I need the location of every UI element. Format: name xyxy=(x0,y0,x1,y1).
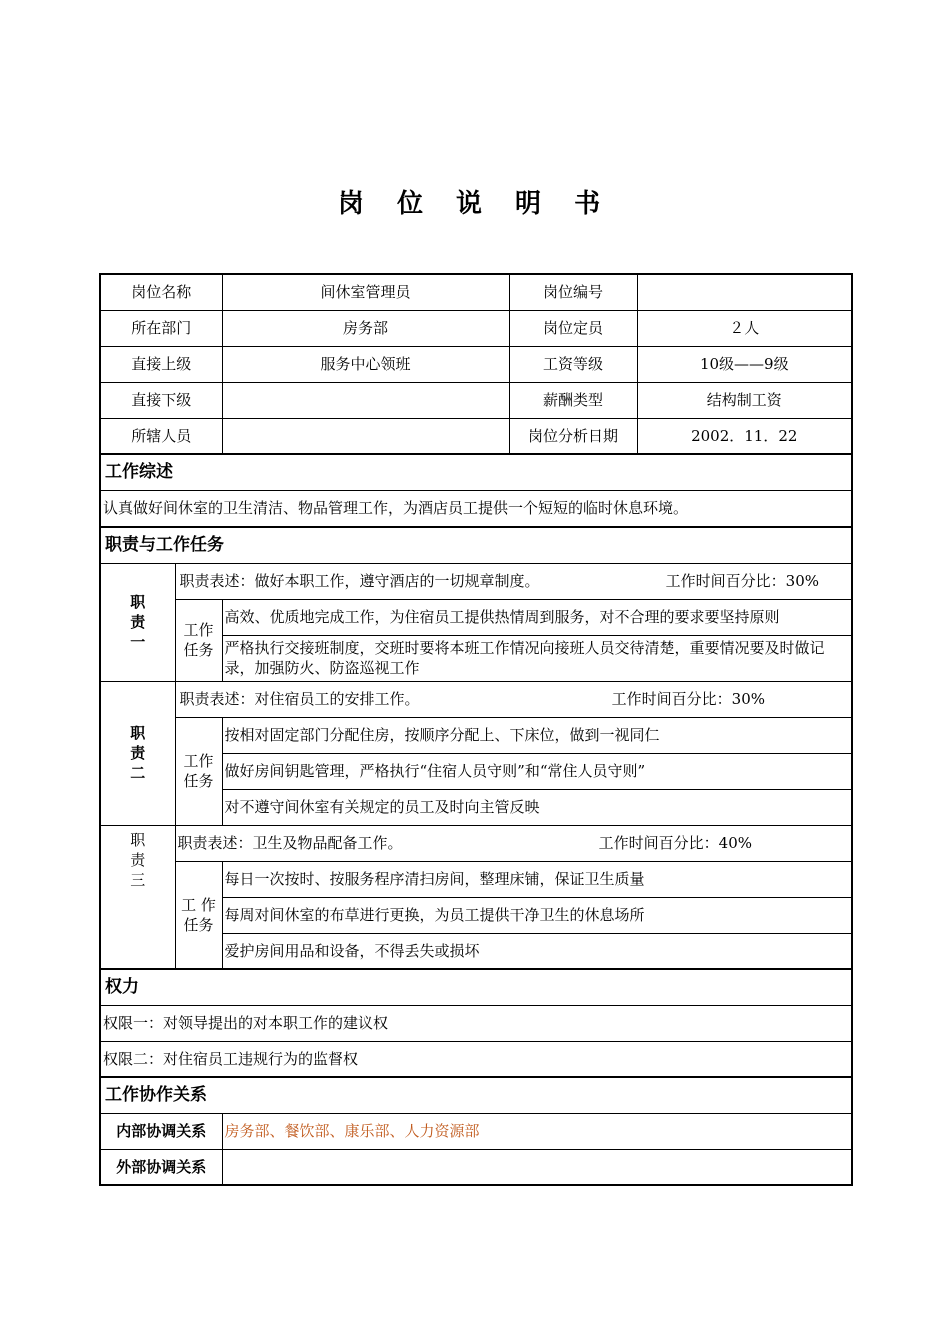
relations-heading: 工作协作关系 xyxy=(100,1077,852,1113)
position-code-label: 岗位编号 xyxy=(509,274,637,310)
summary-heading: 工作综述 xyxy=(100,454,852,490)
authority-row xyxy=(100,1005,852,1041)
external-relations-value xyxy=(222,1149,852,1185)
position-code-value xyxy=(637,274,852,310)
department-value: 房务部 xyxy=(222,310,509,346)
duty-1-label: 职责一 xyxy=(100,563,175,681)
row-position-name xyxy=(100,274,852,310)
duty-2-task-label: 工作任务 xyxy=(175,717,222,825)
duty-3-task-3: 爱护房间用品和设备，不得丢失或损坏 xyxy=(222,933,852,969)
duty-2-statement-text: 职责表述：对住宿员工的安排工作。 xyxy=(179,690,420,708)
duty-3-task-2: 每周对间休室的布草进行更换，为员工提供干净卫生的休息场所 xyxy=(222,897,852,933)
duty-1-statement-text: 职责表述：做好本职工作，遵守酒店的一切规章制度。 xyxy=(179,572,540,590)
duty-3-statement xyxy=(175,825,852,861)
duty-3-task-row xyxy=(100,861,852,897)
authority-heading-row xyxy=(100,969,852,1005)
external-relations-label: 外部协调关系 xyxy=(100,1149,222,1185)
row-superior xyxy=(100,346,852,382)
duty-1-task-2: 严格执行交接班制度，交班时要将本班工作情况向接班人员交待清楚，重要情况要及时做记录，加强防火、防盗巡视工作 xyxy=(222,635,852,681)
analysis-date-label: 岗位分析日期 xyxy=(509,418,637,454)
duty-2-task-3: 对不遵守间休室有关规定的员工及时向主管反映 xyxy=(222,789,852,825)
superior-label: 直接上级 xyxy=(100,346,222,382)
page-title: 岗 位 说 明 书 xyxy=(337,189,613,219)
duty-3-task-label: 工 作任务 xyxy=(175,861,222,969)
duty-1-task-row xyxy=(100,599,852,635)
analysis-date-value: 2002．11．22 xyxy=(637,418,852,454)
duty-1-percent: 工作时间百分比：30% xyxy=(665,572,820,590)
row-department xyxy=(100,310,852,346)
duties-heading-row xyxy=(100,527,852,563)
duty-3-percent: 工作时间百分比：40% xyxy=(598,834,753,852)
duty-1-task-label: 工作任务 xyxy=(175,599,222,681)
relations-heading-row xyxy=(100,1077,852,1113)
duty-2-statement xyxy=(175,681,852,717)
duty-2-task-1: 按相对固定部门分配住房，按顺序分配上、下床位，做到一视同仁 xyxy=(222,717,852,753)
duty-1-task-1: 高效、优质地完成工作，为住宿员工提供热情周到服务，对不合理的要求要坚持原则 xyxy=(222,599,852,635)
summary-text: 认真做好间休室的卫生清洁、物品管理工作，为酒店员工提供一个短短的临时休息环境。 xyxy=(100,490,852,527)
superior-value: 服务中心领班 xyxy=(222,346,509,382)
authority-heading: 权力 xyxy=(100,969,852,1005)
subordinate-value xyxy=(222,382,509,418)
subordinate-label: 直接下级 xyxy=(100,382,222,418)
duties-heading: 职责与工作任务 xyxy=(100,527,852,563)
internal-relations-label: 内部协调关系 xyxy=(100,1113,222,1149)
grade-value: 10级——9级 xyxy=(637,346,852,382)
internal-relations-row xyxy=(100,1113,852,1149)
job-description-table xyxy=(99,273,853,1186)
authority-item-1: 权限一：对领导提出的对本职工作的建议权 xyxy=(100,1005,852,1041)
duty-2-statement-row xyxy=(100,681,852,717)
authority-item-2: 权限二：对住宿员工违规行为的监督权 xyxy=(100,1041,852,1077)
duty-1-statement-row xyxy=(100,563,852,599)
row-subordinate xyxy=(100,382,852,418)
duty-2-label: 职责二 xyxy=(100,681,175,825)
duty-2-task-row xyxy=(100,717,852,753)
row-staff xyxy=(100,418,852,454)
duty-3-statement-text: 职责表述：卫生及物品配备工作。 xyxy=(177,834,403,852)
duty-2-percent: 工作时间百分比：30% xyxy=(611,690,766,708)
staff-label: 所辖人员 xyxy=(100,418,222,454)
position-name-label: 岗位名称 xyxy=(100,274,222,310)
duty-1-statement xyxy=(175,563,852,599)
pay-type-label: 薪酬类型 xyxy=(509,382,637,418)
summary-heading-row xyxy=(100,454,852,490)
quota-label: 岗位定员 xyxy=(509,310,637,346)
duty-3-label: 职责三 xyxy=(100,825,175,969)
external-relations-row xyxy=(100,1149,852,1185)
authority-row xyxy=(100,1041,852,1077)
duty-2-task-2: 做好房间钥匙管理，严格执行“住宿人员守则”和“常住人员守则” xyxy=(222,753,852,789)
staff-value xyxy=(222,418,509,454)
internal-relations-value: 房务部、餐饮部、康乐部、人力资源部 xyxy=(222,1113,852,1149)
summary-text-row xyxy=(100,490,852,527)
position-name-value: 间休室管理员 xyxy=(222,274,509,310)
department-label: 所在部门 xyxy=(100,310,222,346)
pay-type-value: 结构制工资 xyxy=(637,382,852,418)
quota-value: ２人 xyxy=(637,310,852,346)
duty-3-statement-row xyxy=(100,825,852,861)
grade-label: 工资等级 xyxy=(509,346,637,382)
duty-3-task-1: 每日一次按时、按服务程序清扫房间，整理床铺，保证卫生质量 xyxy=(222,861,852,897)
